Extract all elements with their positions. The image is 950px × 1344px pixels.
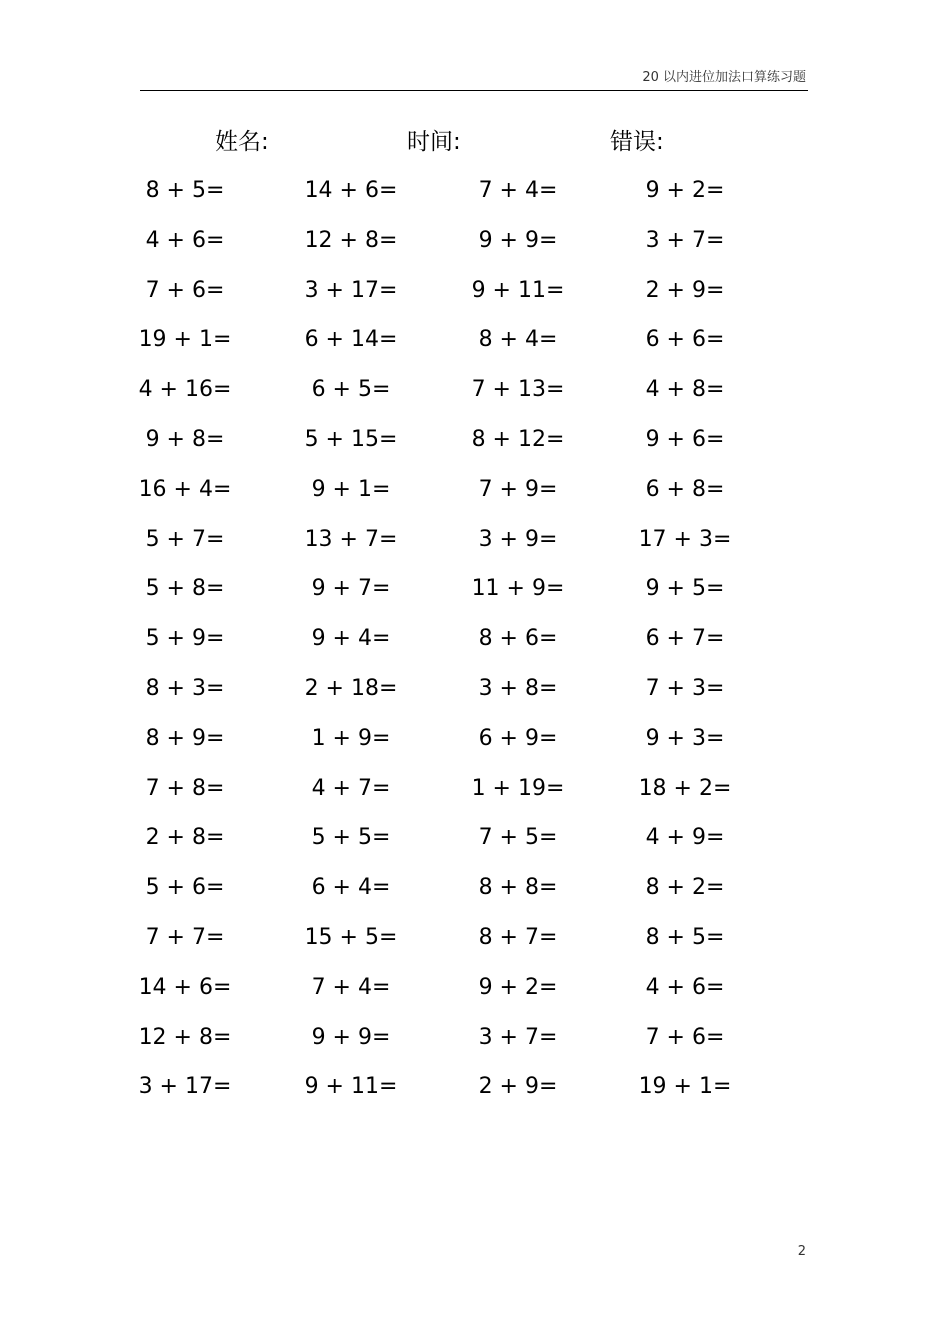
- problem-grid: [0, 170, 950, 1116]
- problem-row: [0, 917, 950, 967]
- name-label: 姓名:: [215, 129, 269, 155]
- math-problem: 7 + 4=: [311, 974, 391, 1000]
- math-problem: 9 + 8=: [145, 426, 225, 452]
- math-problem: 2 + 9=: [478, 1074, 558, 1100]
- math-problem: 7 + 8=: [145, 775, 225, 801]
- math-problem: 7 + 6=: [145, 277, 225, 303]
- math-problem: 6 + 5=: [311, 377, 391, 403]
- math-problem: 7 + 7=: [145, 924, 225, 950]
- math-problem: 8 + 7=: [478, 924, 558, 950]
- math-problem: 11 + 9=: [471, 576, 565, 602]
- time-label: 时间:: [407, 129, 461, 155]
- math-problem: 19 + 1=: [638, 1074, 732, 1100]
- problem-row: [0, 419, 950, 469]
- problem-row: [0, 1017, 950, 1067]
- math-problem: 14 + 6=: [138, 974, 232, 1000]
- math-problem: 8 + 3=: [145, 675, 225, 701]
- math-problem: 13 + 7=: [304, 526, 398, 552]
- problem-row: [0, 519, 950, 569]
- math-problem: 6 + 9=: [478, 725, 558, 751]
- math-problem: 8 + 12=: [471, 426, 565, 452]
- math-problem: 9 + 5=: [645, 576, 725, 602]
- math-problem: 4 + 9=: [645, 825, 725, 851]
- student-info-row: [0, 126, 950, 158]
- math-problem: 3 + 17=: [138, 1074, 232, 1100]
- math-problem: 5 + 7=: [145, 526, 225, 552]
- problem-row: [0, 1066, 950, 1116]
- problem-row: [0, 369, 950, 419]
- math-problem: 16 + 4=: [138, 476, 232, 502]
- header-title: 20 以内进位加法口算练习题: [642, 70, 806, 85]
- math-problem: 9 + 7=: [311, 576, 391, 602]
- math-problem: 8 + 4=: [478, 327, 558, 353]
- errors-label: 错误:: [610, 129, 664, 155]
- math-problem: 8 + 2=: [645, 875, 725, 901]
- math-problem: 19 + 1=: [138, 327, 232, 353]
- math-problem: 9 + 3=: [645, 725, 725, 751]
- math-problem: 3 + 7=: [478, 1024, 558, 1050]
- problem-row: [0, 270, 950, 320]
- math-problem: 3 + 8=: [478, 675, 558, 701]
- math-problem: 3 + 7=: [645, 227, 725, 253]
- math-problem: 8 + 5=: [145, 178, 225, 203]
- problem-row: [0, 768, 950, 818]
- math-problem: 6 + 7=: [645, 626, 725, 652]
- math-problem: 5 + 6=: [145, 875, 225, 901]
- math-problem: 7 + 3=: [645, 675, 725, 701]
- math-problem: 3 + 9=: [478, 526, 558, 552]
- math-problem: 7 + 13=: [471, 377, 565, 403]
- math-problem: 1 + 19=: [471, 775, 565, 801]
- math-problem: 12 + 8=: [304, 227, 398, 253]
- math-problem: 9 + 4=: [311, 626, 391, 652]
- math-problem: 5 + 15=: [304, 426, 398, 452]
- math-problem: 1 + 9=: [311, 725, 391, 751]
- math-problem: 5 + 8=: [145, 576, 225, 602]
- math-problem: 2 + 8=: [145, 825, 225, 851]
- problem-row: [0, 220, 950, 270]
- page-number: 2: [797, 1244, 806, 1259]
- math-problem: 6 + 6=: [645, 327, 725, 353]
- math-problem: 9 + 2=: [645, 178, 725, 203]
- math-problem: 7 + 6=: [645, 1024, 725, 1050]
- math-problem: 9 + 9=: [311, 1024, 391, 1050]
- math-problem: 15 + 5=: [304, 924, 398, 950]
- problem-row: [0, 618, 950, 668]
- math-problem: 4 + 6=: [145, 227, 225, 253]
- math-problem: 8 + 6=: [478, 626, 558, 652]
- math-problem: 9 + 2=: [478, 974, 558, 1000]
- math-problem: 9 + 11=: [304, 1074, 398, 1100]
- math-problem: 9 + 11=: [471, 277, 565, 303]
- math-problem: 4 + 7=: [311, 775, 391, 801]
- math-problem: 9 + 9=: [478, 227, 558, 253]
- math-problem: 6 + 4=: [311, 875, 391, 901]
- math-problem: 4 + 16=: [138, 377, 232, 403]
- math-problem: 4 + 8=: [645, 377, 725, 403]
- math-problem: 8 + 8=: [478, 875, 558, 901]
- problem-row: [0, 817, 950, 867]
- math-problem: 17 + 3=: [638, 526, 732, 552]
- problem-row: [0, 867, 950, 917]
- problem-row: [0, 170, 950, 220]
- math-problem: 14 + 6=: [304, 178, 398, 203]
- math-problem: 5 + 5=: [311, 825, 391, 851]
- problem-row: [0, 469, 950, 519]
- math-problem: 7 + 9=: [478, 476, 558, 502]
- problem-row: [0, 568, 950, 618]
- math-problem: 2 + 9=: [645, 277, 725, 303]
- math-problem: 18 + 2=: [638, 775, 732, 801]
- math-problem: 4 + 6=: [645, 974, 725, 1000]
- math-problem: 8 + 5=: [645, 924, 725, 950]
- math-problem: 8 + 9=: [145, 725, 225, 751]
- problem-row: [0, 718, 950, 768]
- problem-row: [0, 668, 950, 718]
- problem-row: [0, 319, 950, 369]
- math-problem: 9 + 6=: [645, 426, 725, 452]
- math-problem: 7 + 4=: [478, 178, 558, 203]
- math-problem: 9 + 1=: [311, 476, 391, 502]
- problem-row: [0, 967, 950, 1017]
- math-problem: 6 + 8=: [645, 476, 725, 502]
- math-problem: 7 + 5=: [478, 825, 558, 851]
- math-problem: 5 + 9=: [145, 626, 225, 652]
- page-header: [140, 64, 808, 91]
- math-problem: 2 + 18=: [304, 675, 398, 701]
- math-problem: 6 + 14=: [304, 327, 398, 353]
- math-problem: 3 + 17=: [304, 277, 398, 303]
- math-problem: 12 + 8=: [138, 1024, 232, 1050]
